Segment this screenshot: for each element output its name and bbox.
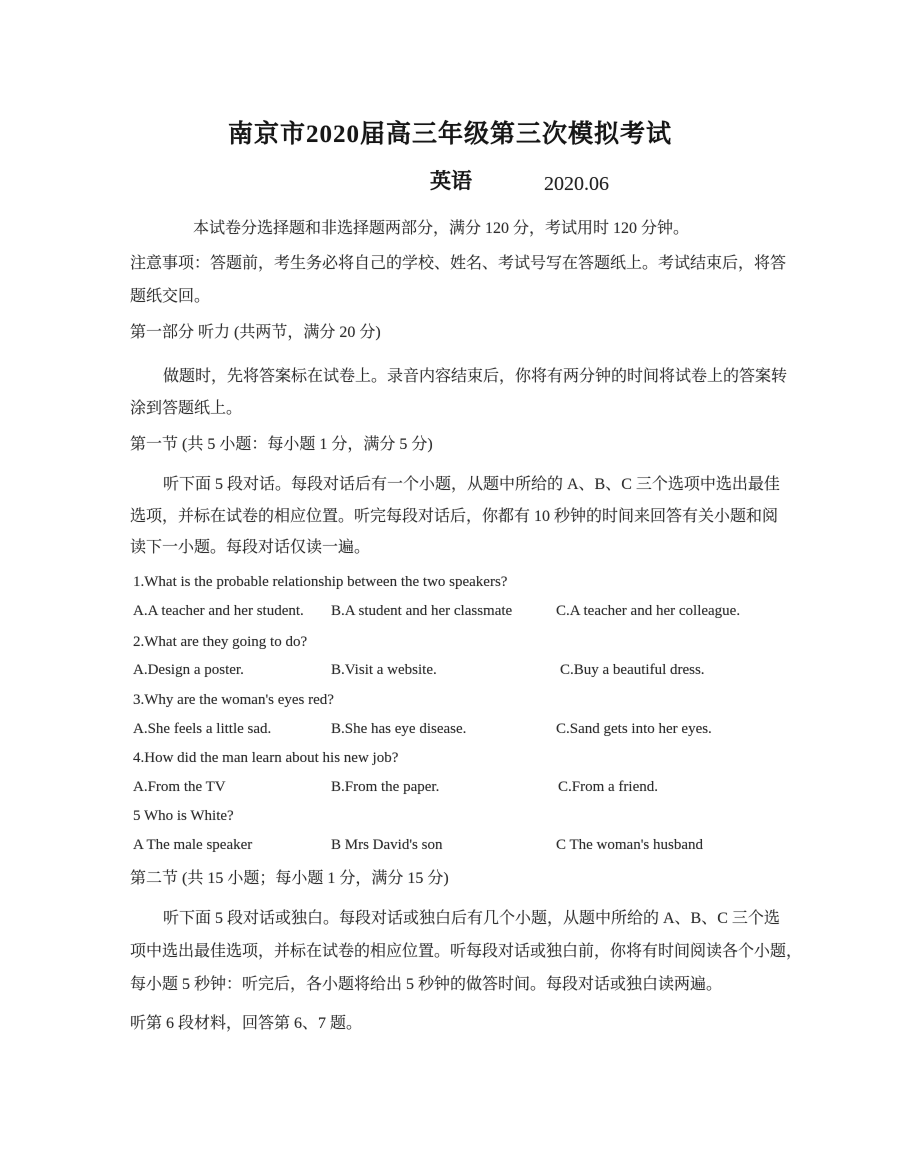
section2-instruction-line-1: 听下面 5 段对话或独白。每段对话或独白后有几个小题，从题中所给的 A、B、C 三个选 [163, 910, 780, 927]
question-1-option-c: C.A teacher and her colleague. [556, 603, 741, 619]
notice-line-2: 题纸交回。 [130, 288, 211, 305]
question-3-option-b: B.She has eye disease. [331, 721, 467, 737]
question-5-option-a: A The male speaker [133, 837, 253, 853]
question-3-stem: 3.Why are the woman's eyes red? [133, 692, 334, 708]
section2-instruction-line-2: 项中选出最佳选项，并标在试卷的相应位置。听每段对话或独白前，你将有时间阅读各个小题， [130, 943, 803, 960]
question-5-options [133, 838, 813, 858]
question-1-options [133, 604, 813, 624]
question-4-option-b: B.From the paper. [331, 779, 440, 795]
question-3-option-c: C.Sand gets into her eyes. [556, 721, 712, 737]
exam-title: 南京市2020届高三年级第三次模拟考试 [227, 121, 672, 148]
question-5-option-b: B Mrs David's son [331, 837, 443, 853]
section2-heading: 第二节 (共 15 小题；每小题 1 分，满分 15 分) [130, 870, 449, 887]
section2-instruction-line-3: 每小题 5 秒钟：听完后，各小题将给出 5 秒钟的做答时间。每段对话或独白读两遍。 [130, 976, 723, 993]
question-2-option-a: A.Design a poster. [133, 662, 244, 678]
question-3-option-a: A.She feels a little sad. [133, 721, 272, 737]
section1-instruction-line-1: 听下面 5 段对话。每段对话后有一个小题，从题中所给的 A、B、C 三个选项中选出最佳 [163, 476, 780, 493]
section1-instruction-line-2: 选项，并标在试卷的相应位置。听完每段对话后，你都有 10 秒钟的时间来回答有关小题和阅 [130, 508, 779, 525]
question-5-stem: 5 Who is White? [133, 808, 234, 824]
part1-heading: 第一部分 听力 (共两节，满分 20 分) [130, 324, 381, 341]
question-1-stem: 1.What is the probable relationship between the two speakers? [133, 574, 508, 590]
part1-instruction-line-1: 做题时，先将答案标在试卷上。录音内容结束后，你将有两分钟的时间将试卷上的答案转 [163, 368, 788, 385]
part1-instruction-line-2: 涂到答题纸上。 [130, 400, 243, 417]
question-4-stem: 4.How did the man learn about his new job? [133, 750, 399, 766]
section2-material-note: 听第 6 段材料，回答第 6、7 题。 [130, 1015, 363, 1032]
question-3-options [133, 722, 813, 742]
question-4-option-a: A.From the TV [133, 779, 226, 795]
question-1-option-a: A.A teacher and her student. [133, 603, 304, 619]
question-4-option-c: C.From a friend. [558, 779, 658, 795]
question-2-stem: 2.What are they going to do? [133, 634, 308, 650]
question-4-options [133, 780, 813, 800]
paper-summary: 本试卷分选择题和非选择题两部分，满分 120 分，考试用时 120 分钟。 [193, 220, 690, 237]
question-2-options [133, 663, 813, 683]
question-5-option-c: C The woman's husband [556, 837, 703, 853]
question-2-option-b: B.Visit a website. [331, 662, 437, 678]
notice-line-1: 注意事项：答题前，考生务必将自己的学校、姓名、考试号写在答题纸上。考试结束后，将答 [130, 255, 787, 272]
question-2-option-c: C.Buy a beautiful dress. [560, 662, 705, 678]
section1-heading: 第一节 (共 5 小题：每小题 1 分，满分 5 分) [130, 436, 433, 453]
subject-label: 英语 [430, 169, 472, 193]
section1-instruction-line-3: 读下一小题。每段对话仅读一遍。 [130, 539, 371, 556]
question-1-option-b: B.A student and her classmate [331, 603, 513, 619]
exam-date: 2020.06 [544, 173, 609, 195]
